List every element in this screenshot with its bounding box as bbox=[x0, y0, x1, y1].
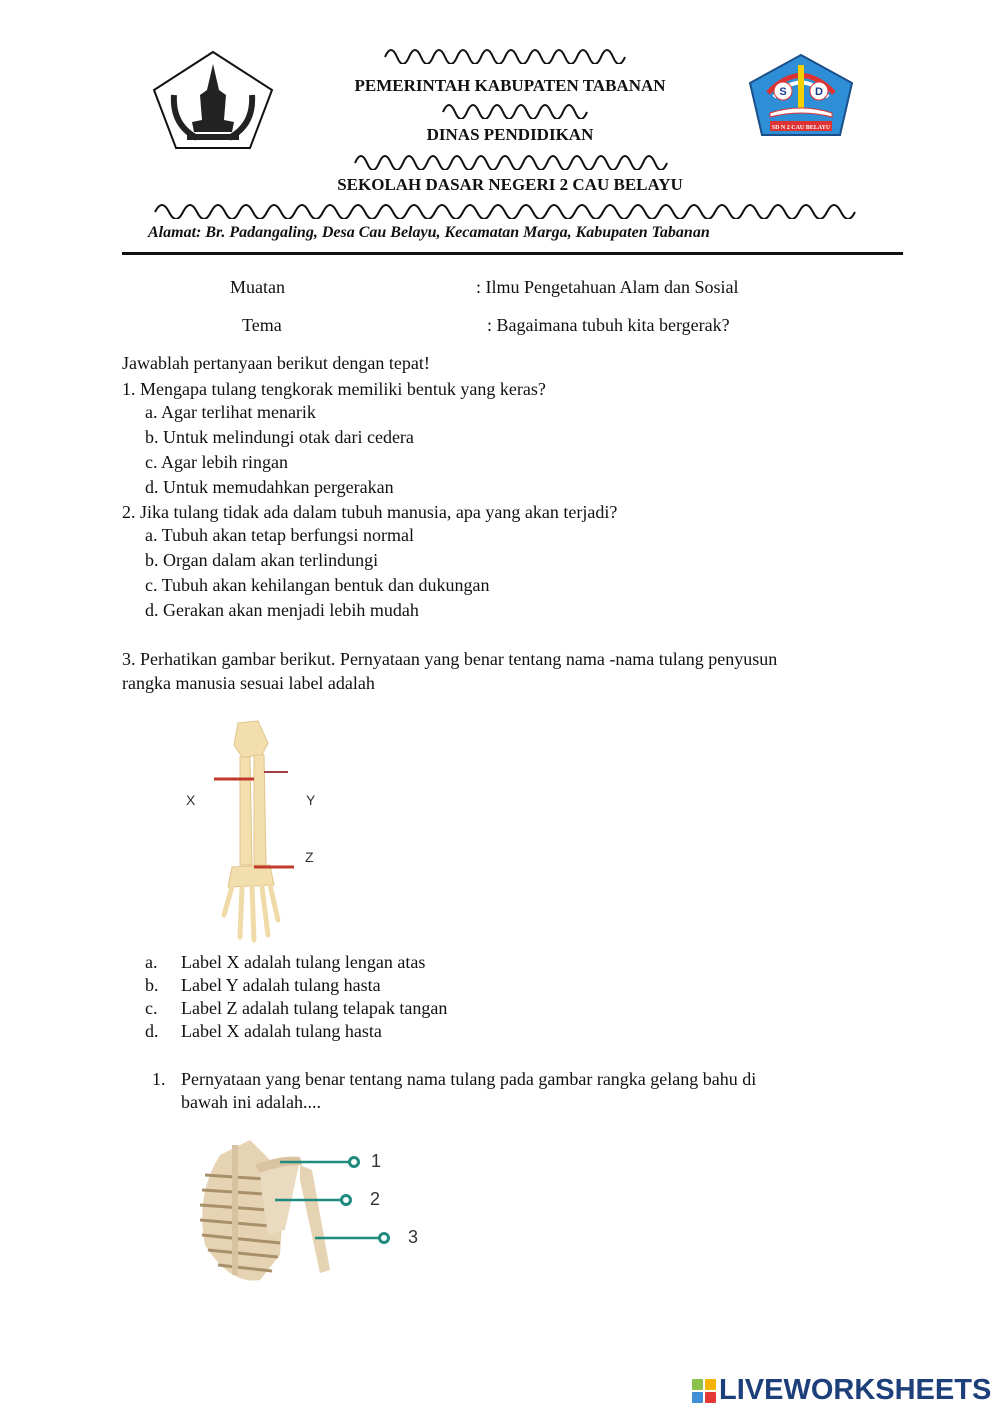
svg-text:S: S bbox=[779, 86, 787, 98]
q3-option-c[interactable]: Label Z adalah tulang telapak tangan bbox=[181, 998, 448, 1018]
q3-option-c-letter: c. bbox=[145, 998, 158, 1018]
balinese-script-line bbox=[438, 97, 598, 119]
header-government: PEMERINTAH KABUPATEN TABANAN bbox=[354, 76, 666, 95]
instruction: Jawablah pertanyaan berikut dengan tepat! bbox=[122, 353, 430, 373]
live-blocks-icon bbox=[692, 1379, 716, 1403]
header-school: SEKOLAH DASAR NEGERI 2 CAU BELAYU bbox=[337, 175, 683, 194]
liveworksheets-logo bbox=[692, 1374, 991, 1407]
svg-text:SD N 2 CAU BELAYU: SD N 2 CAU BELAYU bbox=[771, 125, 831, 131]
question-4-line1: Pernyataan yang benar tentang nama tulang pada gambar rangka gelang bahu di bbox=[181, 1069, 757, 1089]
q3-option-d[interactable]: Label X adalah tulang hasta bbox=[181, 1021, 382, 1041]
q2-option-d[interactable]: d. Gerakan akan menjadi lebih mudah bbox=[145, 600, 419, 620]
q1-option-b[interactable]: b. Untuk melindungi otak dari cedera bbox=[145, 427, 414, 447]
question-2: 2. Jika tulang tidak ada dalam tubuh manusia, apa yang akan terjadi? bbox=[122, 502, 618, 522]
figure-label-y: Y bbox=[306, 792, 316, 808]
muatan-value: : Ilmu Pengetahuan Alam dan Sosial bbox=[476, 277, 739, 297]
figure-label-z: Z bbox=[305, 849, 314, 865]
q3-option-b-letter: b. bbox=[145, 975, 159, 995]
figure-label-1: 1 bbox=[371, 1151, 382, 1171]
question-3-line1: 3. Perhatikan gambar berikut. Pernyataan yang benar tentang nama -nama tulang penyusun bbox=[122, 649, 778, 669]
figure-label-x: X bbox=[186, 792, 196, 808]
svg-text:D: D bbox=[815, 86, 823, 98]
header-divider bbox=[122, 252, 903, 255]
figure-label-3: 3 bbox=[408, 1227, 419, 1247]
balinese-script-line bbox=[350, 148, 680, 170]
q1-option-d[interactable]: d. Untuk memudahkan pergerakan bbox=[145, 477, 394, 497]
q3-option-d-letter: d. bbox=[145, 1021, 159, 1041]
question-4-line2: bawah ini adalah.... bbox=[181, 1092, 321, 1112]
tema-value: : Bagaimana tubuh kita bergerak? bbox=[487, 315, 730, 335]
q1-option-c[interactable]: c. Agar lebih ringan bbox=[145, 452, 288, 472]
header-address: Alamat: Br. Padangaling, Desa Cau Belayu, Kecamatan Marga, Kabupaten Tabanan bbox=[148, 224, 710, 241]
q2-option-b[interactable]: b. Organ dalam akan terlindungi bbox=[145, 550, 379, 570]
q1-option-a[interactable]: a. Agar terlihat menarik bbox=[145, 402, 316, 422]
figure-callout-lines bbox=[190, 1135, 430, 1285]
q2-option-c[interactable]: c. Tubuh akan kehilangan bentuk dan dukungan bbox=[145, 575, 490, 595]
question-4-number: 1. bbox=[152, 1069, 166, 1089]
q2-option-a[interactable]: a. Tubuh akan tetap berfungsi normal bbox=[145, 525, 414, 545]
question-1: 1. Mengapa tulang tengkorak memiliki bentuk yang keras? bbox=[122, 379, 546, 399]
muatan-label: Muatan bbox=[230, 277, 285, 297]
label-lines bbox=[170, 715, 330, 950]
question-3-line2: rangka manusia sesuai label adalah bbox=[122, 673, 375, 693]
q3-option-b[interactable]: Label Y adalah tulang hasta bbox=[181, 975, 381, 995]
brand-name: LIVEWORKSHEETS bbox=[719, 1374, 992, 1406]
q3-option-a[interactable]: Label X adalah tulang lengan atas bbox=[181, 952, 426, 972]
tema-label: Tema bbox=[242, 315, 282, 335]
balinese-script-line bbox=[380, 42, 660, 64]
header-department: DINAS PENDIDIKAN bbox=[426, 125, 594, 144]
figure-label-2: 2 bbox=[370, 1189, 381, 1209]
balinese-script-line bbox=[150, 197, 875, 219]
q3-option-a-letter: a. bbox=[145, 952, 158, 972]
